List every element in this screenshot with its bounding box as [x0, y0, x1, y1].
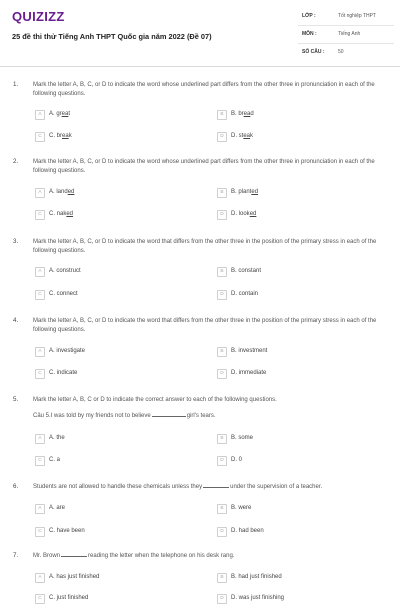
option-letter-box: D — [217, 594, 227, 604]
option-letter-box: B — [217, 188, 227, 198]
option-letter-box: B — [217, 267, 227, 277]
question-text: Mr. Brown reading the letter when the telephone on his desk rang. — [33, 553, 235, 559]
question-text: Mark the letter A, B, C or D to indicate the correct answer to each of the following questions. — [33, 397, 277, 403]
question-text: Mark the letter A, B, C, or D to indicate the word whose underlined part differs from the other three in pronunciation in each of the following questions. — [33, 82, 375, 97]
option-text: D. steak — [231, 133, 254, 139]
option-letter-box: C — [35, 132, 45, 142]
option-text: A. the — [49, 435, 65, 441]
option-text: B. investment — [231, 348, 268, 354]
question-text: Mark the letter A, B, C, or D to indicate the word whose underlined part differs from the other three in pronunciation in each of the following questions. — [33, 159, 375, 174]
question-text: Students are not allowed to handle these chemicals unless they under the supervision of a teacher. — [33, 484, 323, 490]
question-number: 2. — [13, 158, 19, 165]
meta-value: 50 — [338, 49, 344, 55]
option-text: A. landed — [49, 189, 75, 195]
answer-blank — [152, 416, 186, 417]
question-number: 6. — [13, 483, 19, 490]
question-number: 1. — [13, 81, 19, 88]
option-letter-box: B — [217, 347, 227, 357]
question-number: 3. — [13, 238, 19, 245]
option-text: B. planted — [231, 189, 259, 195]
meta-label: MÔN : — [302, 31, 317, 37]
question-text: Mark the letter A, B, C, or D to indicate the word that differs from the other three in the position of the primary stress in each of the following questions. — [33, 239, 377, 254]
option-text: D. immediate — [231, 370, 267, 376]
option-letter-box: A — [35, 504, 45, 514]
option-letter-box: C — [35, 290, 45, 300]
worksheet-header — [0, 0, 400, 64]
option-text: A. are — [49, 505, 66, 511]
option-text: C. just finished — [49, 595, 89, 601]
option-letter-box: B — [217, 573, 227, 583]
meta-value: Tiếng Anh — [338, 31, 361, 37]
meta-label: SỐ CÂU : — [302, 49, 325, 55]
option-text: D. contain — [231, 291, 259, 297]
answer-blank — [203, 487, 229, 488]
option-text: D. looked — [231, 211, 257, 217]
option-letter-box: C — [35, 594, 45, 604]
question-subtext: Câu 5.I was told by my friends not to believe girl's tears. — [33, 413, 216, 419]
option-letter-box: B — [217, 110, 227, 120]
option-text: C. break — [49, 133, 72, 139]
option-letter-box: A — [35, 267, 45, 277]
option-text: D. was just finishing — [231, 595, 285, 601]
option-text: C. connect — [49, 291, 78, 297]
meta-row-class — [298, 8, 394, 26]
option-text: A. investigate — [49, 348, 86, 354]
option-letter-box: D — [217, 527, 227, 537]
question-text: Mark the letter A, B, C, or D to indicate the word that differs from the other three in the position of the primary stress in each of the following questions. — [33, 318, 377, 333]
option-letter-box: B — [217, 434, 227, 444]
option-text: A. great — [49, 111, 71, 117]
meta-table — [298, 8, 394, 61]
option-text: A. construct — [49, 268, 81, 274]
option-text: C. have been — [49, 528, 85, 534]
option-text: B. had just finished — [231, 574, 282, 580]
option-letter-box: A — [35, 434, 45, 444]
option-letter-box: A — [35, 188, 45, 198]
question-number: 7. — [13, 552, 19, 559]
option-text: C. indicate — [49, 370, 78, 376]
option-letter-box: A — [35, 573, 45, 583]
option-letter-box: C — [35, 527, 45, 537]
meta-row-subject — [298, 26, 394, 44]
option-letter-box: D — [217, 290, 227, 300]
option-letter-box: D — [217, 369, 227, 379]
option-text: D. 0 — [231, 457, 243, 463]
option-letter-box: A — [35, 347, 45, 357]
option-text: C. a — [49, 457, 61, 463]
option-text: A. has just finished — [49, 574, 100, 580]
option-letter-box: C — [35, 210, 45, 220]
meta-value: Tốt nghiệp THPT — [338, 13, 376, 19]
option-text: B. some — [231, 435, 254, 441]
quizizz-logo: QUIZIZZ — [12, 9, 65, 24]
option-letter-box: C — [35, 369, 45, 379]
answer-blank — [61, 556, 87, 557]
header-divider — [0, 66, 400, 67]
page-title: 25 đề thi thử Tiếng Anh THPT Quốc gia năm 2022 (Đề 07) — [12, 32, 212, 41]
option-text: B. constant — [231, 268, 262, 274]
meta-row-count — [298, 44, 394, 61]
option-letter-box: D — [217, 132, 227, 142]
option-text: C. naked — [49, 211, 74, 217]
option-text: B. bread — [231, 111, 254, 117]
option-text: D. had been — [231, 528, 264, 534]
option-letter-box: D — [217, 456, 227, 466]
option-text: B. were — [231, 505, 252, 511]
option-letter-box: D — [217, 210, 227, 220]
option-letter-box: C — [35, 456, 45, 466]
option-letter-box: A — [35, 110, 45, 120]
option-letter-box: B — [217, 504, 227, 514]
question-number: 4. — [13, 317, 19, 324]
question-number: 5. — [13, 396, 19, 403]
meta-label: LỚP : — [302, 13, 316, 19]
